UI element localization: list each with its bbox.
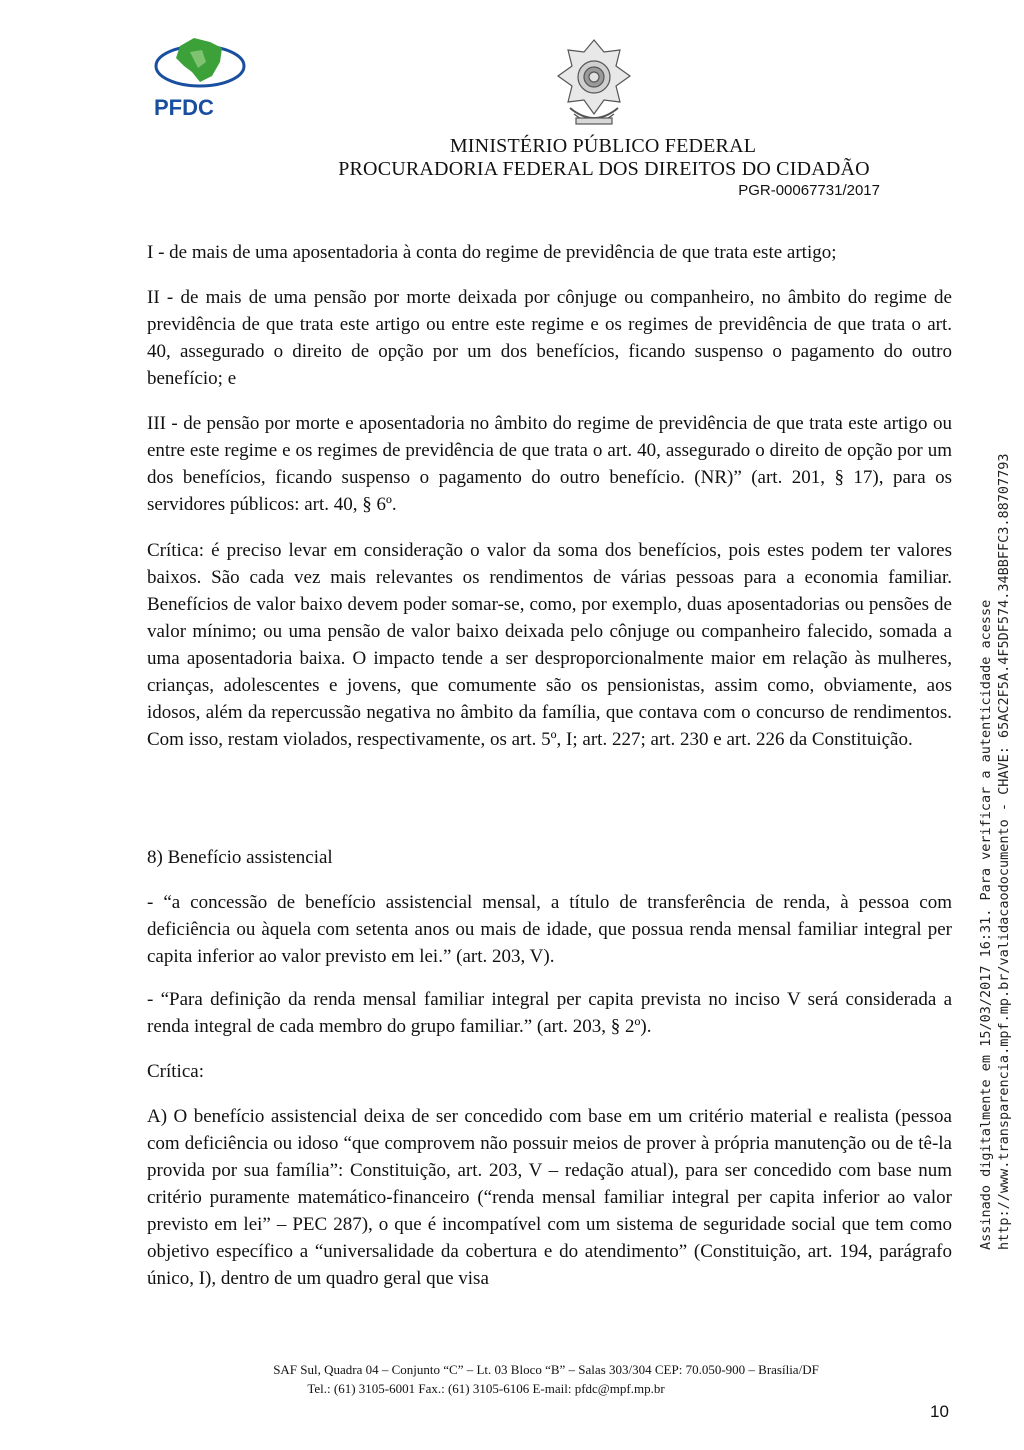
page-number: 10 — [930, 1402, 949, 1421]
paragraph-item-ii: II - de mais de uma pensão por morte deixada por cônjuge ou companheiro, no âmbito do regime de previdência de que trata este artigo ou entre este regime e os regimes de previdência de que trata o art. 40, assegurado o direito de opção por um dos benefícios, ficando suspenso o pagamento do outro benefício; e — [147, 287, 952, 389]
ministry-title: MINISTÉRIO PÚBLICO FEDERAL — [449, 135, 757, 157]
coat-of-arms-seal — [556, 38, 632, 130]
paragraph-item-iii: III - de pensão por morte e aposentadoria no âmbito do regime de previdência de que trata este artigo ou entre este regime e os regimes de previdência de que trata o art. 40, assegurado o direito de opção por um dos benefícios, ficando suspenso o pagamento do outro benefício. (NR)” (art. 201, § 17), para os servidores públicos: art. 40, § 6º. — [147, 413, 952, 515]
digital-signature-notice — [977, 450, 1013, 1250]
signature-line-1: Assinado digitalmente em 15/03/2017 16:31. Para verificar a autenticidade acesse — [978, 599, 994, 1250]
paragraph-critica-label: Crítica: — [147, 1061, 204, 1082]
section-heading-beneficio: 8) Benefício assistencial — [147, 847, 333, 868]
paragraph-item-i: I - de mais de uma aposentadoria à conta do regime de previdência de que trata este artigo; — [147, 242, 837, 263]
document-number: PGR-00067731/2017 — [738, 182, 880, 199]
signature-line-2: http://www.transparencia.mpf.mp.br/validacaodocumento - CHAVE: 65AC2F5A.4F5DF574.34BBFFC3.88707793 — [996, 453, 1012, 1250]
paragraph-critica-1: Crítica: é preciso levar em consideração o valor da soma dos benefícios, pois estes podem ter valores baixos. São cada vez mais relevantes os rendimentos de várias pessoas para a economia familiar. Benefícios de valor baixo devem poder somar-se, como, por exemplo, duas aposentadorias ou pensões de valor mínimo; ou uma pensão de valor baixo deixada pelo cônjuge ou companheiro falecido, somada a uma aposentadoria baixa. O impacto tende a ser desproporcionalmente maior em relação às mulheres, crianças, adolescentes e jovens, que comumente são os pensionistas, assim como, obviamente, aos idosos, além da repercussão negativa no âmbito da família, que contava com o concurso de rendimentos. Com isso, restam violados, respectivamente, os art. 5º, I; art. 227; art. 230 e art. 226 da Constituição. — [147, 540, 952, 750]
footer-contact: Tel.: (61) 3105-6001 Fax.: (61) 3105-6106 E-mail: pfdc@mpf.mp.br — [307, 1381, 665, 1396]
paragraph-quote-2: - “Para definição da renda mensal familiar integral per capita prevista no inciso V será considerada a renda integral de cada membro do grupo familiar.” (art. 203, § 2º). — [147, 989, 952, 1037]
paragraph-quote-1: - “a concessão de benefício assistencial mensal, a título de transferência de renda, à pessoa com deficiência ou àquela com setenta anos ou mais de idade, que possua renda mensal familiar integral per capita inferior ao valor previsto em lei.” (art. 203, V). — [147, 892, 952, 967]
pfdc-logo-text: PFDC — [154, 95, 214, 120]
paragraph-critica-a: A) O benefício assistencial deixa de ser concedido com base em um critério material e realista (pessoa com deficiência ou idoso “que comprovem não possuir meios de prover à própria manutenção ou de tê-la provida por sua família”: Constituição, art. 203, V – redação atual), para ser concedido com base num critério puramente matemático-financeiro (“renda mensal familiar integral per capita inferior ao valor previsto em lei” – PEC 287), o que é incompatível com um sistema de seguridade social que tem como objetivo específico a “universalidade da cobertura e do atendimento” (Constituição, art. 194, parágrafo único, I), dentro de um quadro geral que visa — [147, 1106, 952, 1289]
pfdc-logo — [150, 32, 255, 124]
footer-address: SAF Sul, Quadra 04 – Conjunto “C” – Lt. 03 Bloco “B” – Salas 303/304 CEP: 70.050-900 – Brasília/DF — [273, 1362, 819, 1377]
procuradoria-title: PROCURADORIA FEDERAL DOS DIREITOS DO CIDADÃO — [338, 158, 870, 180]
